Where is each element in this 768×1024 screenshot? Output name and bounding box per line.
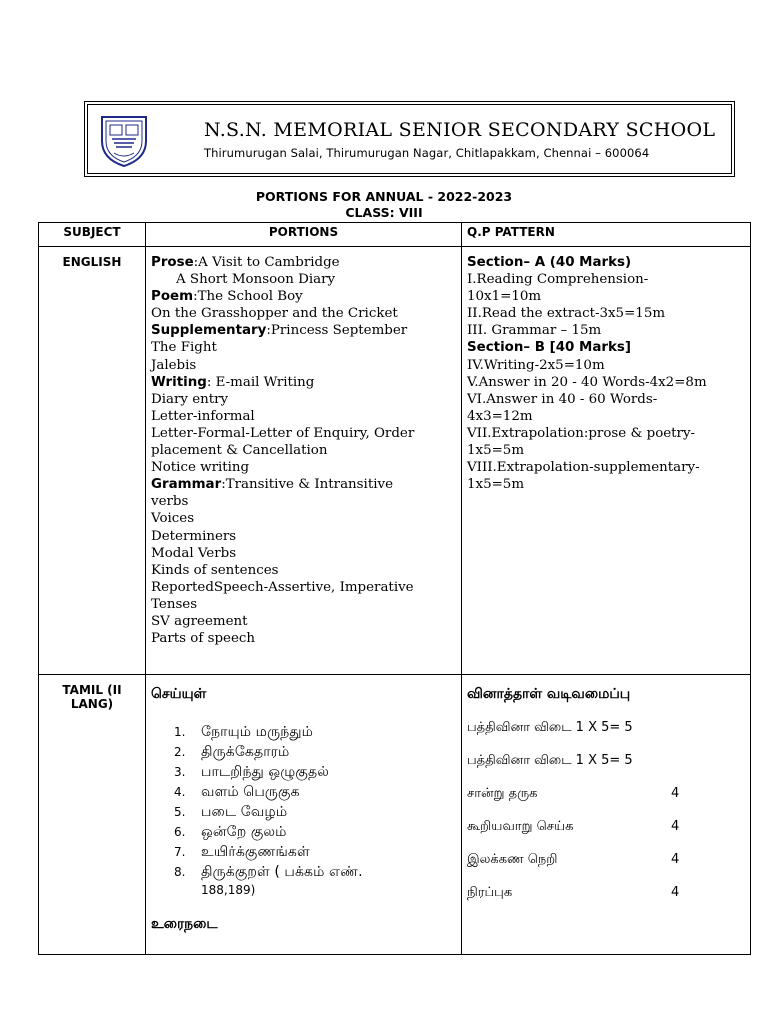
subject-english: ENGLISH — [39, 247, 146, 675]
header-subject: SUBJECT — [39, 223, 146, 247]
tamil-poetry-heading: செய்யுள் — [151, 686, 207, 702]
subject-tamil: TAMIL (II LANG) — [39, 675, 146, 955]
table-row: கூறியவாறு செய்க 4 — [467, 819, 680, 835]
english-qp-pattern: Section– A (40 Marks) I.Reading Comprehension- 10x1=10m II.Read the extract-3x5=15m III. Grammar – 15m Section– B [40 Marks] IV.Writing-2x5=10m V.Answer in 20 - 40 Words-4x2=8m VI.Answer in 40 - 60 Words- 4x3=12m VII.Extrapolation:prose & poetry- 1x5=5m VIII.Extrapolation-supplementary- 1x5=5m — [462, 247, 751, 675]
tamil-qp-heading: வினாத்தாள் வடிவமைப்பு — [467, 686, 631, 702]
table-header-row — [39, 223, 751, 247]
table-row-tamil — [39, 675, 751, 955]
tamil-poem-list — [151, 722, 456, 882]
header-portions: PORTIONS — [146, 223, 462, 247]
list-item: 1. நோயும் மருந்தும் — [174, 724, 314, 741]
table-row-english — [39, 247, 751, 675]
portions-table — [38, 222, 751, 955]
table-row: பத்திவினா விடை 1 X 5= 5 — [467, 753, 633, 769]
tamil-portions: செய்யுள் 1. நோயும் மருந்தும் 2. திருக்கேதாரம் 3. பாடறிந்து ஒழுகுதல் 4. வளம் பெருகுக 5. படை வேழம் 6. ஒன்றே குலம் 7. உயிர்க்குணங்கள் 8. திருக்குறள் ( பக்கம் எண். 188,189) உரைநடை — [146, 675, 462, 955]
class-label: CLASS: VIII — [345, 205, 423, 220]
list-item: 5. படை வேழம் — [174, 804, 288, 821]
list-item: 8. திருக்குறள் ( பக்கம் எண். — [174, 864, 363, 881]
school-name: N.S.N. MEMORIAL SENIOR SECONDARY SCHOOL — [204, 119, 716, 141]
table-row: இலக்கண நெறி 4 — [467, 852, 680, 868]
english-portions: Prose:A Visit to Cambridge A Short Monsoon Diary Poem:The School Boy On the Grasshopper and the Cricket Supplementary:Princess September The Fight Jalebis Writing: E-mail Writing Diary entry Letter-informal Letter-Formal-Letter of Enquiry, Order placement & Cancellation Notice writing Grammar:Transitive & Intransitive verbs Voices Determiners Modal Verbs Kinds of sentences ReportedSpeech-Assertive, Imperative Tenses SV agreement Parts of speech — [146, 247, 462, 675]
tamil-prose-heading: உரைநடை — [151, 916, 218, 933]
document-title: PORTIONS FOR ANNUAL - 2022-2023 — [255, 189, 513, 204]
table-row: பத்திவினா விடை 1 X 5= 5 — [467, 720, 633, 736]
list-item: 2. திருக்கேதாரம் — [174, 744, 290, 761]
school-address: Thirumurugan Salai, Thirumurugan Nagar, Chitlapakkam, Chennai – 600064 — [204, 146, 650, 160]
list-item: 3. பாடறிந்து ஒழுகுதல் — [174, 764, 329, 781]
list-item: 7. உயிர்க்குணங்கள் — [174, 844, 310, 861]
header-qp-pattern: Q.P PATTERN — [462, 223, 751, 247]
school-header — [87, 104, 732, 174]
tamil-qp-pattern — [462, 675, 751, 955]
list-item: 6. ஒன்றே குலம் — [174, 824, 287, 841]
school-crest-logo — [96, 111, 152, 169]
table-row: சான்று தருக 4 — [467, 786, 680, 802]
table-row: நிரப்புக 4 — [467, 885, 680, 901]
list-item: 4. வளம் பெருகுக — [174, 784, 300, 801]
